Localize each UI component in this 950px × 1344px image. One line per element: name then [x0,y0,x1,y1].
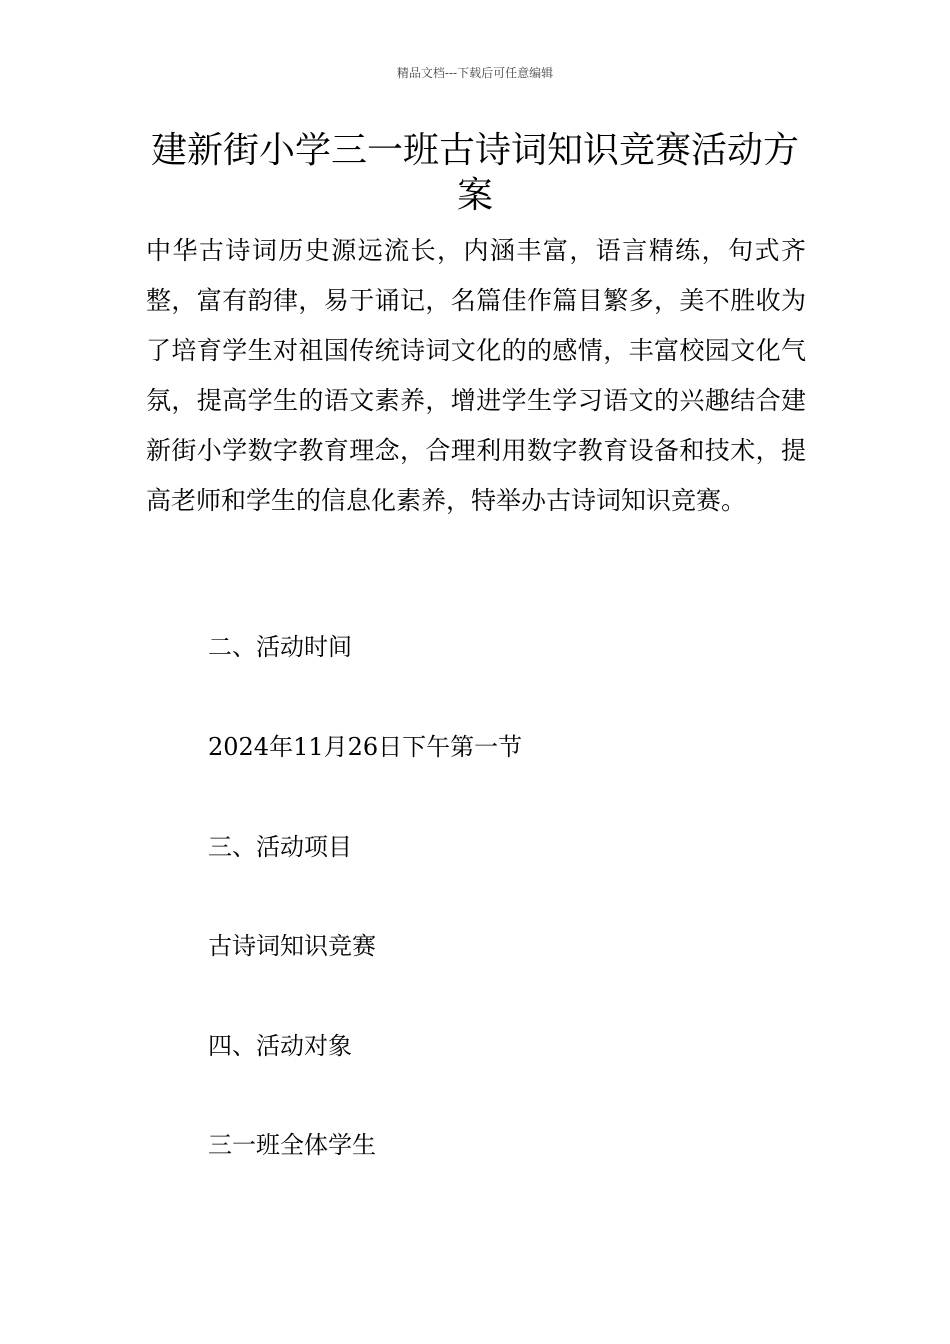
section-content-time: 2024年11月26日下午第一节 [208,733,523,761]
section-content-audience: 三一班全体学生 [208,1131,376,1159]
section-heading-audience: 四、活动对象 [208,1032,352,1060]
intro-paragraph: 中华古诗词历史源远流长，内涵丰富，语言精练，句式齐整，富有韵律，易于诵记，名篇佳作篇目繁多，美不胜收为了培育学生对祖国传统诗词文化的的感情，丰富校园文化气氛，提高学生的语文素养，增进学生学习语文的兴趣结合建新街小学数字教育理念，合理利用数字教育设备和技术，提高老师和学生的信息化素养，特举办古诗词知识竞赛。 [146,236,806,515]
section-heading-time: 二、活动时间 [208,633,352,661]
section-content-project: 古诗词知识竞赛 [208,932,376,960]
header-note: 精品文档---下载后可任意编辑 [396,66,554,80]
section-heading-project: 三、活动项目 [208,833,352,861]
document-title: 建新街小学三一班古诗词知识竞赛活动方案 [150,130,799,216]
